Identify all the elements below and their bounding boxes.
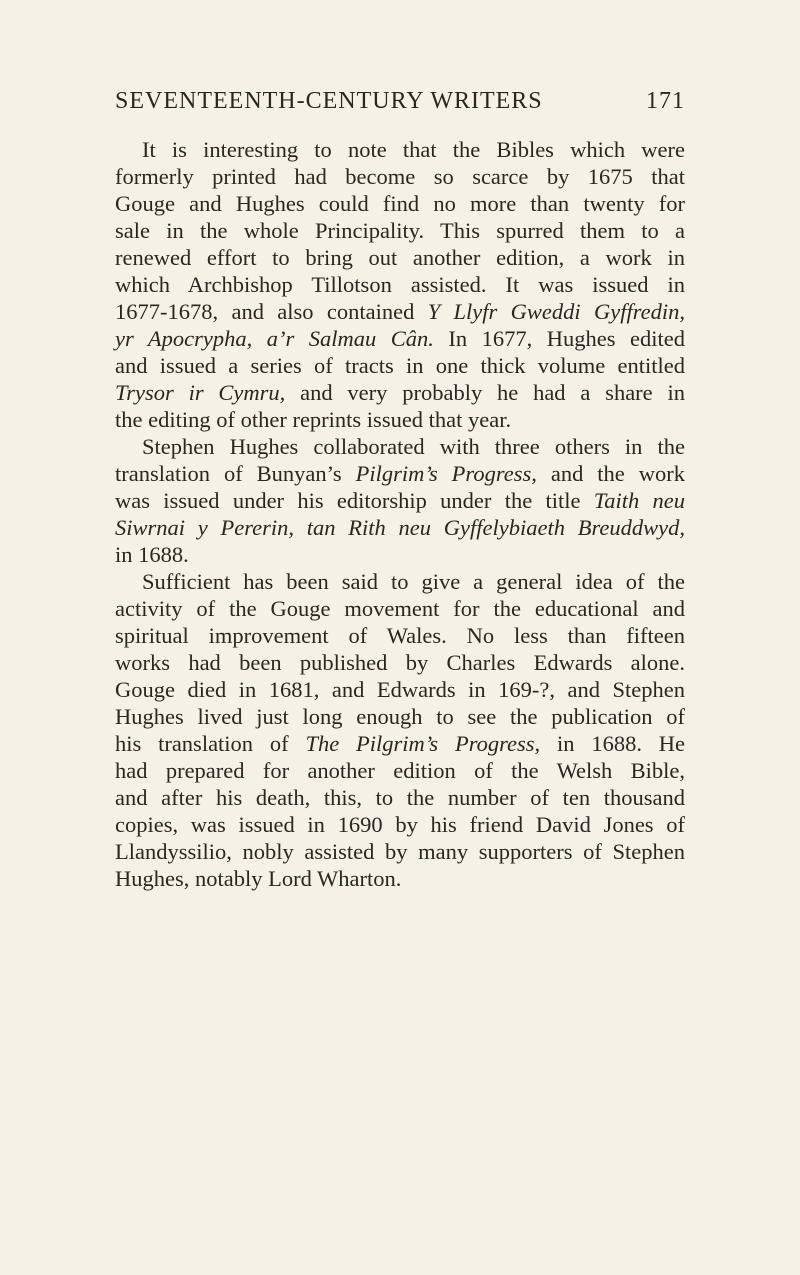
text-line bbox=[115, 703, 685, 730]
text-segment: had prepared for another edition of the Welsh Bible, bbox=[115, 758, 685, 783]
text-line bbox=[115, 217, 685, 244]
text-segment: formerly printed had become so scarce by 1675 that bbox=[115, 164, 685, 189]
text-line bbox=[115, 622, 685, 649]
text-segment: Hughes, notably Lord Wharton. bbox=[115, 866, 402, 891]
text-line bbox=[115, 811, 685, 838]
page-number: 171 bbox=[646, 88, 685, 114]
text-segment: works had been published by Charles Edwards alone. bbox=[115, 650, 685, 675]
text-line bbox=[115, 541, 685, 568]
italic-title: Taith neu bbox=[593, 488, 685, 513]
paragraph bbox=[115, 136, 685, 433]
text-segment: activity of the Gouge movement for the educational and bbox=[115, 596, 685, 621]
text-line bbox=[115, 649, 685, 676]
text-line bbox=[115, 136, 685, 163]
text-segment: Hughes lived just long enough to see the publication of bbox=[115, 704, 685, 729]
text-line bbox=[115, 298, 685, 325]
text-segment: Gouge died in 1681, and Edwards in 169-?, and Stephen bbox=[115, 677, 685, 702]
text-segment: was issued under his editorship under the title bbox=[115, 488, 594, 513]
paragraph bbox=[115, 433, 685, 568]
text-line bbox=[115, 352, 685, 379]
text-segment: and after his death, this, to the number of ten thousand bbox=[115, 785, 685, 810]
italic-title: The Pilgrim’s Progress, bbox=[305, 731, 541, 756]
text-segment: which Archbishop Tillotson assisted. It was issued in bbox=[115, 272, 685, 297]
text-line bbox=[115, 595, 685, 622]
text-segment: Sufficient has been said to give a general idea of the bbox=[142, 569, 685, 594]
text-segment: spiritual improvement of Wales. No less than fifteen bbox=[115, 623, 685, 648]
text-segment: Stephen Hughes collaborated with three others in the bbox=[142, 434, 685, 459]
text-segment: and very probably he had a share in bbox=[285, 380, 685, 405]
text-line bbox=[115, 676, 685, 703]
text-line bbox=[115, 460, 685, 487]
text-segment: in 1688. He bbox=[540, 731, 686, 756]
paragraph bbox=[115, 568, 685, 892]
text-segment: in 1688. bbox=[115, 542, 189, 567]
text-segment: In 1677, Hughes edited bbox=[433, 326, 685, 351]
text-segment: and issued a series of tracts in one thick volume entitled bbox=[115, 353, 685, 378]
text-line bbox=[115, 865, 685, 892]
text-line bbox=[115, 406, 685, 433]
text-line bbox=[115, 730, 685, 757]
text-line bbox=[115, 487, 685, 514]
text-line bbox=[115, 325, 685, 352]
text-segment: and the work bbox=[536, 461, 685, 486]
italic-title: yr Apocrypha, a’r Salmau Cân. bbox=[115, 326, 434, 351]
text-segment: copies, was issued in 1690 by his friend David Jones of bbox=[115, 812, 685, 837]
body-text bbox=[115, 136, 685, 892]
text-segment: Llandyssilio, nobly assisted by many supporters of Stephen bbox=[115, 839, 685, 864]
text-line bbox=[115, 514, 685, 541]
text-segment: his translation of bbox=[115, 731, 306, 756]
text-line bbox=[115, 568, 685, 595]
text-segment: translation of Bunyan’s bbox=[115, 461, 356, 486]
text-line bbox=[115, 838, 685, 865]
text-line bbox=[115, 244, 685, 271]
text-segment: the editing of other reprints issued that year. bbox=[115, 407, 512, 432]
italic-title: Pilgrim’s Progress, bbox=[355, 461, 537, 486]
text-line bbox=[115, 433, 685, 460]
text-line bbox=[115, 784, 685, 811]
text-line bbox=[115, 190, 685, 217]
text-segment: sale in the whole Principality. This spurred them to a bbox=[115, 218, 685, 243]
page-header bbox=[115, 88, 685, 118]
italic-title: Trysor ir Cymru, bbox=[115, 380, 286, 405]
text-segment: Gouge and Hughes could find no more than twenty for bbox=[115, 191, 685, 216]
italic-title: Siwrnai y Pererin, tan Rith neu Gyffelybiaeth Breuddwyd, bbox=[115, 515, 685, 540]
text-segment: 1677-1678, and also contained bbox=[115, 299, 428, 324]
text-line bbox=[115, 379, 685, 406]
text-line bbox=[115, 271, 685, 298]
text-segment: It is interesting to note that the Bibles which were bbox=[142, 137, 685, 162]
italic-title: Y Llyfr Gweddi Gyffredin, bbox=[427, 299, 685, 324]
text-line bbox=[115, 163, 685, 190]
text-line bbox=[115, 757, 685, 784]
text-segment: renewed effort to bring out another edition, a work in bbox=[115, 245, 685, 270]
running-head: SEVENTEENTH-CENTURY WRITERS bbox=[115, 88, 543, 114]
